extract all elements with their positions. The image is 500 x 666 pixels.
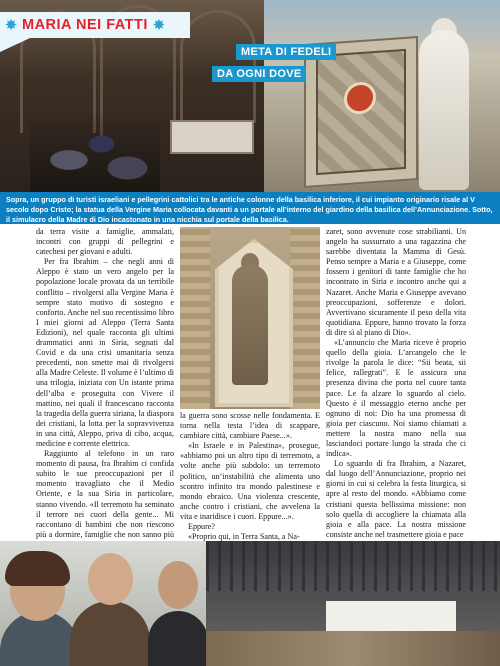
section-header (0, 12, 190, 38)
section-title: MARIA NEI FATTI (22, 17, 148, 33)
article-column-3 (326, 227, 466, 540)
photo-tag-line1: META DI FEDELI (236, 44, 336, 60)
paragraph: «In Israele e in Palestina», prosegue, «abbiamo poi un altro tipo di terremoto, a volte anche più subdolo: un terremoto politico, un’instabilità che alimenta uno scontro infinito tra mondo palestinese e mondo ebraico. Una violenza crescente, anche contro i cristiani, che avvelena la vita e inaridisce i cuori. Eppure...». (180, 441, 320, 521)
photo-caption: Sopra, un gruppo di turisti israeliani e pellegrini cattolici tra le antiche colonne della basilica inferiore, il cui impianto originario risale al V secolo dopo Cristo; la statua della Vergine Maria collocata davanti a un portale all’interno del giardino della basilica dell’Annunciazione. Sotto, il simulacro della Madre di Dio incastonato in una nicchia sul portale della basilica. (0, 192, 500, 224)
paragraph: «Proprio qui, in Terra Santa, a Na- (188, 532, 300, 542)
photo-madonna-niche (180, 227, 320, 409)
paragraph: da terra visite a famiglie, ammalati, incontri con gruppi di pellegrini e catechesi per giovani e adulti. (36, 227, 174, 257)
photo-grotto-altar (206, 541, 500, 666)
paragraph: «L’annuncio che Maria riceve è proprio quello della gioia. L’arcangelo che le rivolge la parola le dice: “Sii beata, sii felice, rallegrati”. E le assicura una presenza divina che porta nel cuore tanta pace. Le fa alzare lo sguardo al cielo. Questo è il messaggio eterno anche per ognuno di noi: Dio ha una promessa di gioia per ciascuno. Noi siamo chiamati a mettere la nostra mano nella sua lasciandoci portare lungo la strada che ci indica». (326, 338, 466, 459)
photo-tag-line2: DA OGNI DOVE (212, 66, 306, 82)
paragraph: Raggiunto al telefono in un raro momento di pausa, fra Ibrahim ci confida subito le sue preoccupazioni per il momento travagliato che il Medio Oriente, e la sua Siria in particolare, stanno vivendo. «Il terremoto ha seminato il terrore nei cuori della gente... Mi raccontano di bambini che non riescono più a dormire, famiglie che non sanno più (36, 449, 174, 539)
paragraph: Lo sguardo di fra Ibrahim, a Nazaret, dal luogo dell’Annunciazione, proprio nei giorni in cui si celebra la festa liturgica, si apre al resto del mondo. «Abbiamo come cristiani questa bellissima missione: non solo quella di accogliere la chiamata alla gioia e alla pace. La nostra missione consiste anche nel trasmettere gioia e pace (326, 459, 466, 539)
star-icon: ✸ (4, 16, 18, 34)
paragraph: Eppure? (188, 522, 215, 532)
article-column-2 (180, 411, 320, 542)
star-icon: ✸ (152, 16, 166, 34)
paragraph: la guerra sono scosse nelle fondamenta. E torna nella testa l’idea di scappare, cambiare città, cambiare Paese...». (180, 411, 320, 441)
paragraph: Per fra Ibrahim – che negli anni di Aleppo è stato un vero angelo per la popolazione locale provata da un terribile conflitto – rivolgersi alla Vergine Maria è sempre stato motivo di sostegno e conforto. Anche nel suo recentissimo libro I miei giorni ad Aleppo (Terra Santa Edizioni), nel quale racconta gli ultimi drammatici anni in Siria, segnati dal Covid e da una crisi umanitaria senza precedenti, non smette mai di rivolgersi alla Madre Celeste. Il volume è l’ultimo di una trilogia, iniziata con Un istante prima dell’alba e proseguita con Vivere il mattino, nei quali il francescano racconta la tragedia della guerra siriana, la diaspora dei cristiani, la lotta per la sopravvivenza in una città, Aleppo, priva di cibo, acqua, medicine e corrente elettrica. (36, 257, 175, 448)
photo-virgin-statue-garden (264, 0, 500, 192)
paragraph: zaret, sono avvenute cose strabilianti. Un angelo ha sussurrato a una ragazzina che sarebbe diventata la Mamma di Gesù. Penso sempre a Maria e a Giuseppe, come fossero i genitori di tante famiglie che ho incontrato in Siria e incontro anche qui a Nazaret. Anche Maria e Giuseppe avevano preoccupazioni, sofferenze e dolori. Avvertivano sicuramente il peso della vita quotidiana. Eppure, hanno trovato la forza di dire sì al piano di Dio». (326, 227, 466, 337)
article-column-1 (36, 227, 174, 550)
photo-friars-group (0, 541, 206, 666)
